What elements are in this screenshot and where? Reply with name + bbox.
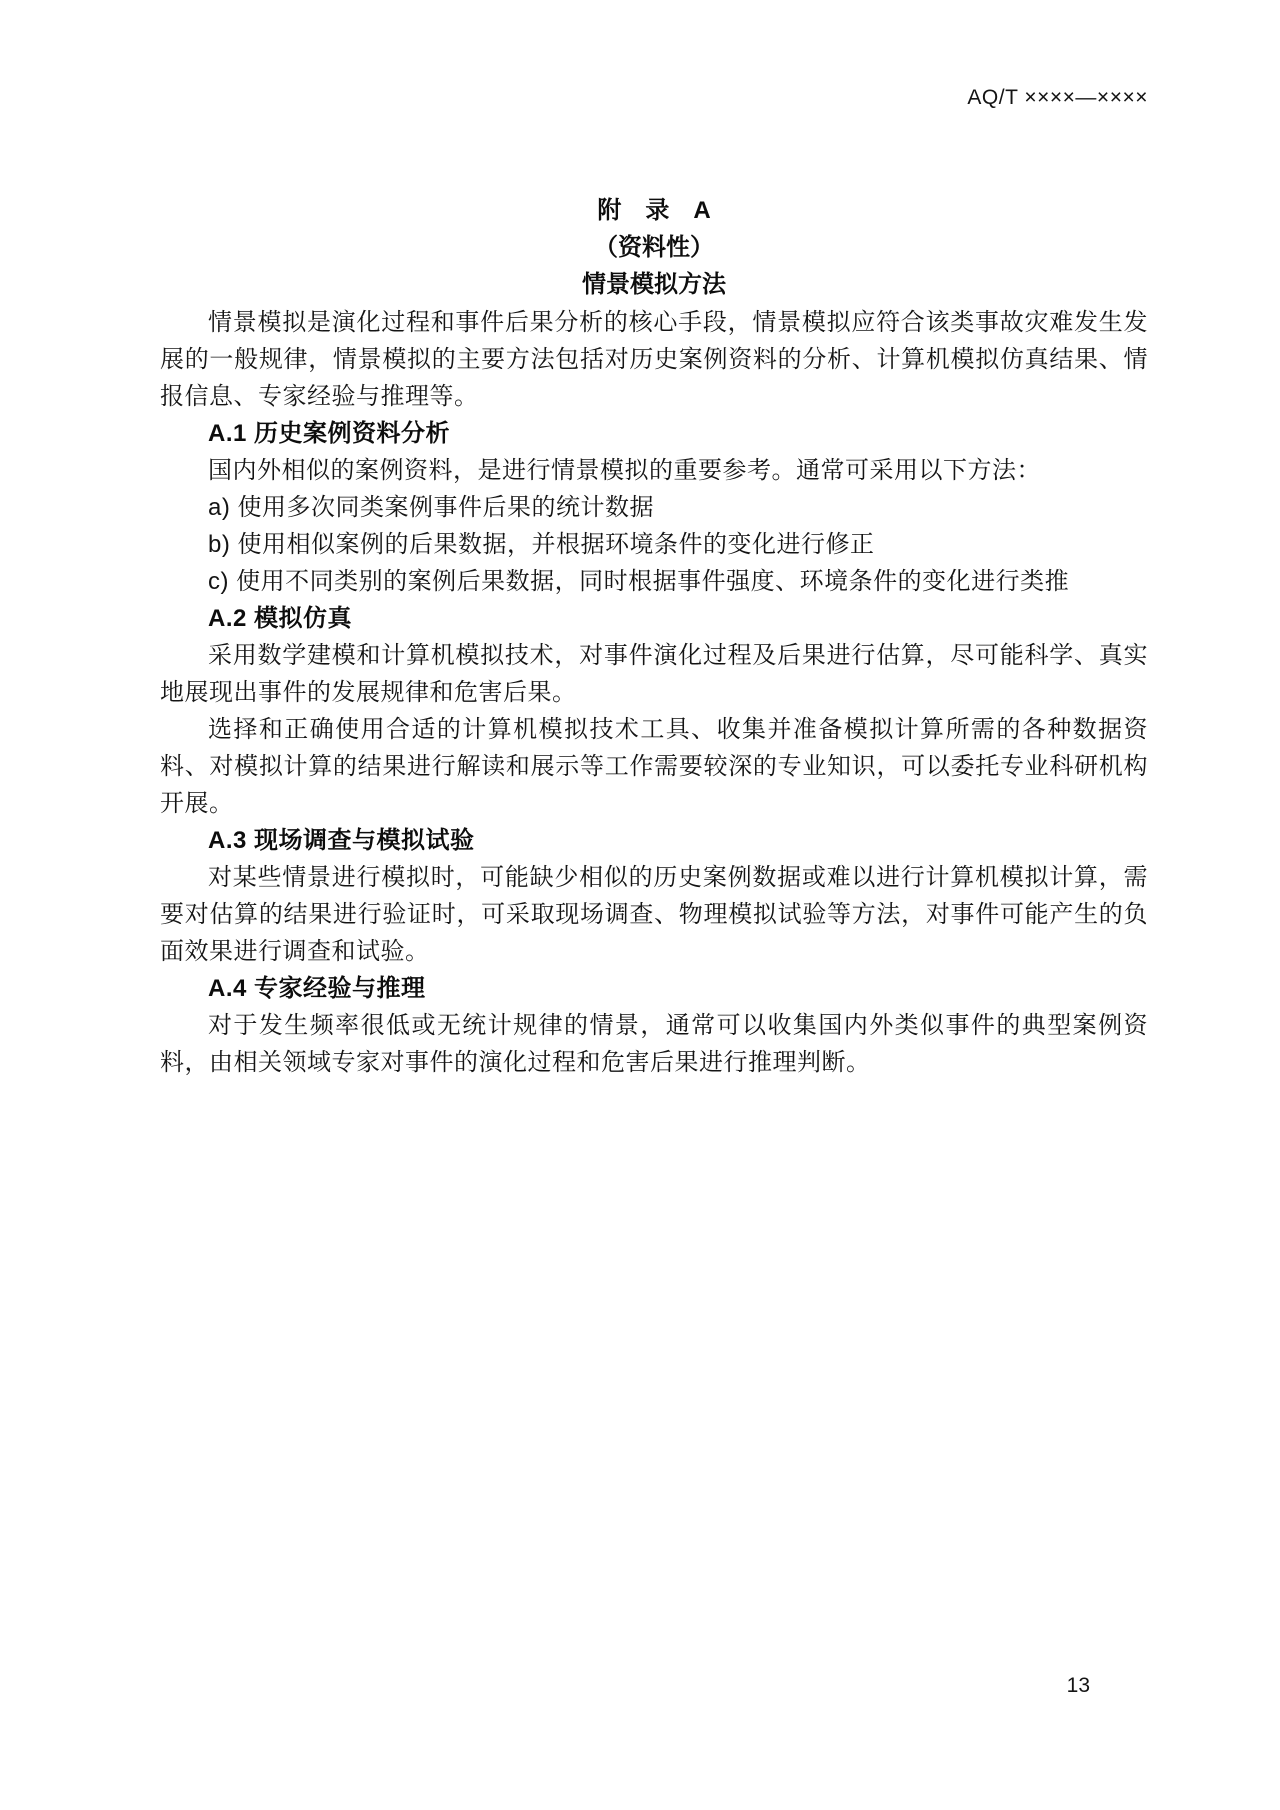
document-footer — [160, 1674, 1090, 1698]
page-number: 13 — [1066, 1674, 1090, 1697]
document-header — [160, 86, 1148, 110]
list-item-a: a) 使用多次同类案例事件后果的统计数据 — [208, 494, 655, 521]
list-item-c: c) 使用不同类别的案例后果数据，同时根据事件强度、环境条件的变化进行类推 — [208, 568, 1070, 595]
standard-number: AQ/T ××××—×××× — [967, 86, 1148, 109]
appendix-title-block — [160, 192, 1148, 303]
appendix-title: 附 录 A — [597, 197, 711, 224]
intro-paragraph: 情景模拟是演化过程和事件后果分析的核心手段，情景模拟应符合该类事故灾难发生发展的一般规律，情景模拟的主要方法包括对历史案例资料的分析、计算机模拟仿真结果、情报信息、专家经验与推理等。 — [160, 309, 1148, 410]
section-a2-paragraph-2: 选择和正确使用合适的计算机模拟技术工具、收集并准备模拟计算所需的各种数据资料、对模拟计算的结果进行解读和展示等工作需要较深的专业知识，可以委托专业科研机构开展。 — [160, 716, 1148, 817]
section-a4-paragraph-1: 对于发生频率很低或无统计规律的情景，通常可以收集国内外类似事件的典型案例资料，由相关领域专家对事件的演化过程和危害后果进行推理判断。 — [160, 1012, 1148, 1076]
appendix-informative-label: （资料性） — [594, 234, 714, 261]
section-a2-paragraph-1: 采用数学建模和计算机模拟技术，对事件演化过程及后果进行估算，尽可能科学、真实地展现出事件的发展规律和危害后果。 — [160, 642, 1148, 706]
section-heading-a2: A.2 模拟仿真 — [208, 605, 353, 632]
section-heading-a1: A.1 历史案例资料分析 — [208, 420, 451, 447]
appendix-subject-title: 情景模拟方法 — [582, 271, 726, 298]
section-heading-a3: A.3 现场调查与模拟试验 — [208, 827, 475, 854]
section-heading-a4: A.4 专家经验与推理 — [208, 975, 426, 1002]
list-item-b: b) 使用相似案例的后果数据，并根据环境条件的变化进行修正 — [208, 531, 875, 558]
section-a3-paragraph-1: 对某些情景进行模拟时，可能缺少相似的历史案例数据或难以进行计算机模拟计算，需要对估算的结果进行验证时，可采取现场调查、物理模拟试验等方法，对事件可能产生的负面效果进行调查和试验。 — [160, 864, 1148, 965]
section-a1-lead-paragraph: 国内外相似的案例资料，是进行情景模拟的重要参考。通常可采用以下方法： — [208, 457, 1041, 484]
document-body — [160, 304, 1148, 1081]
